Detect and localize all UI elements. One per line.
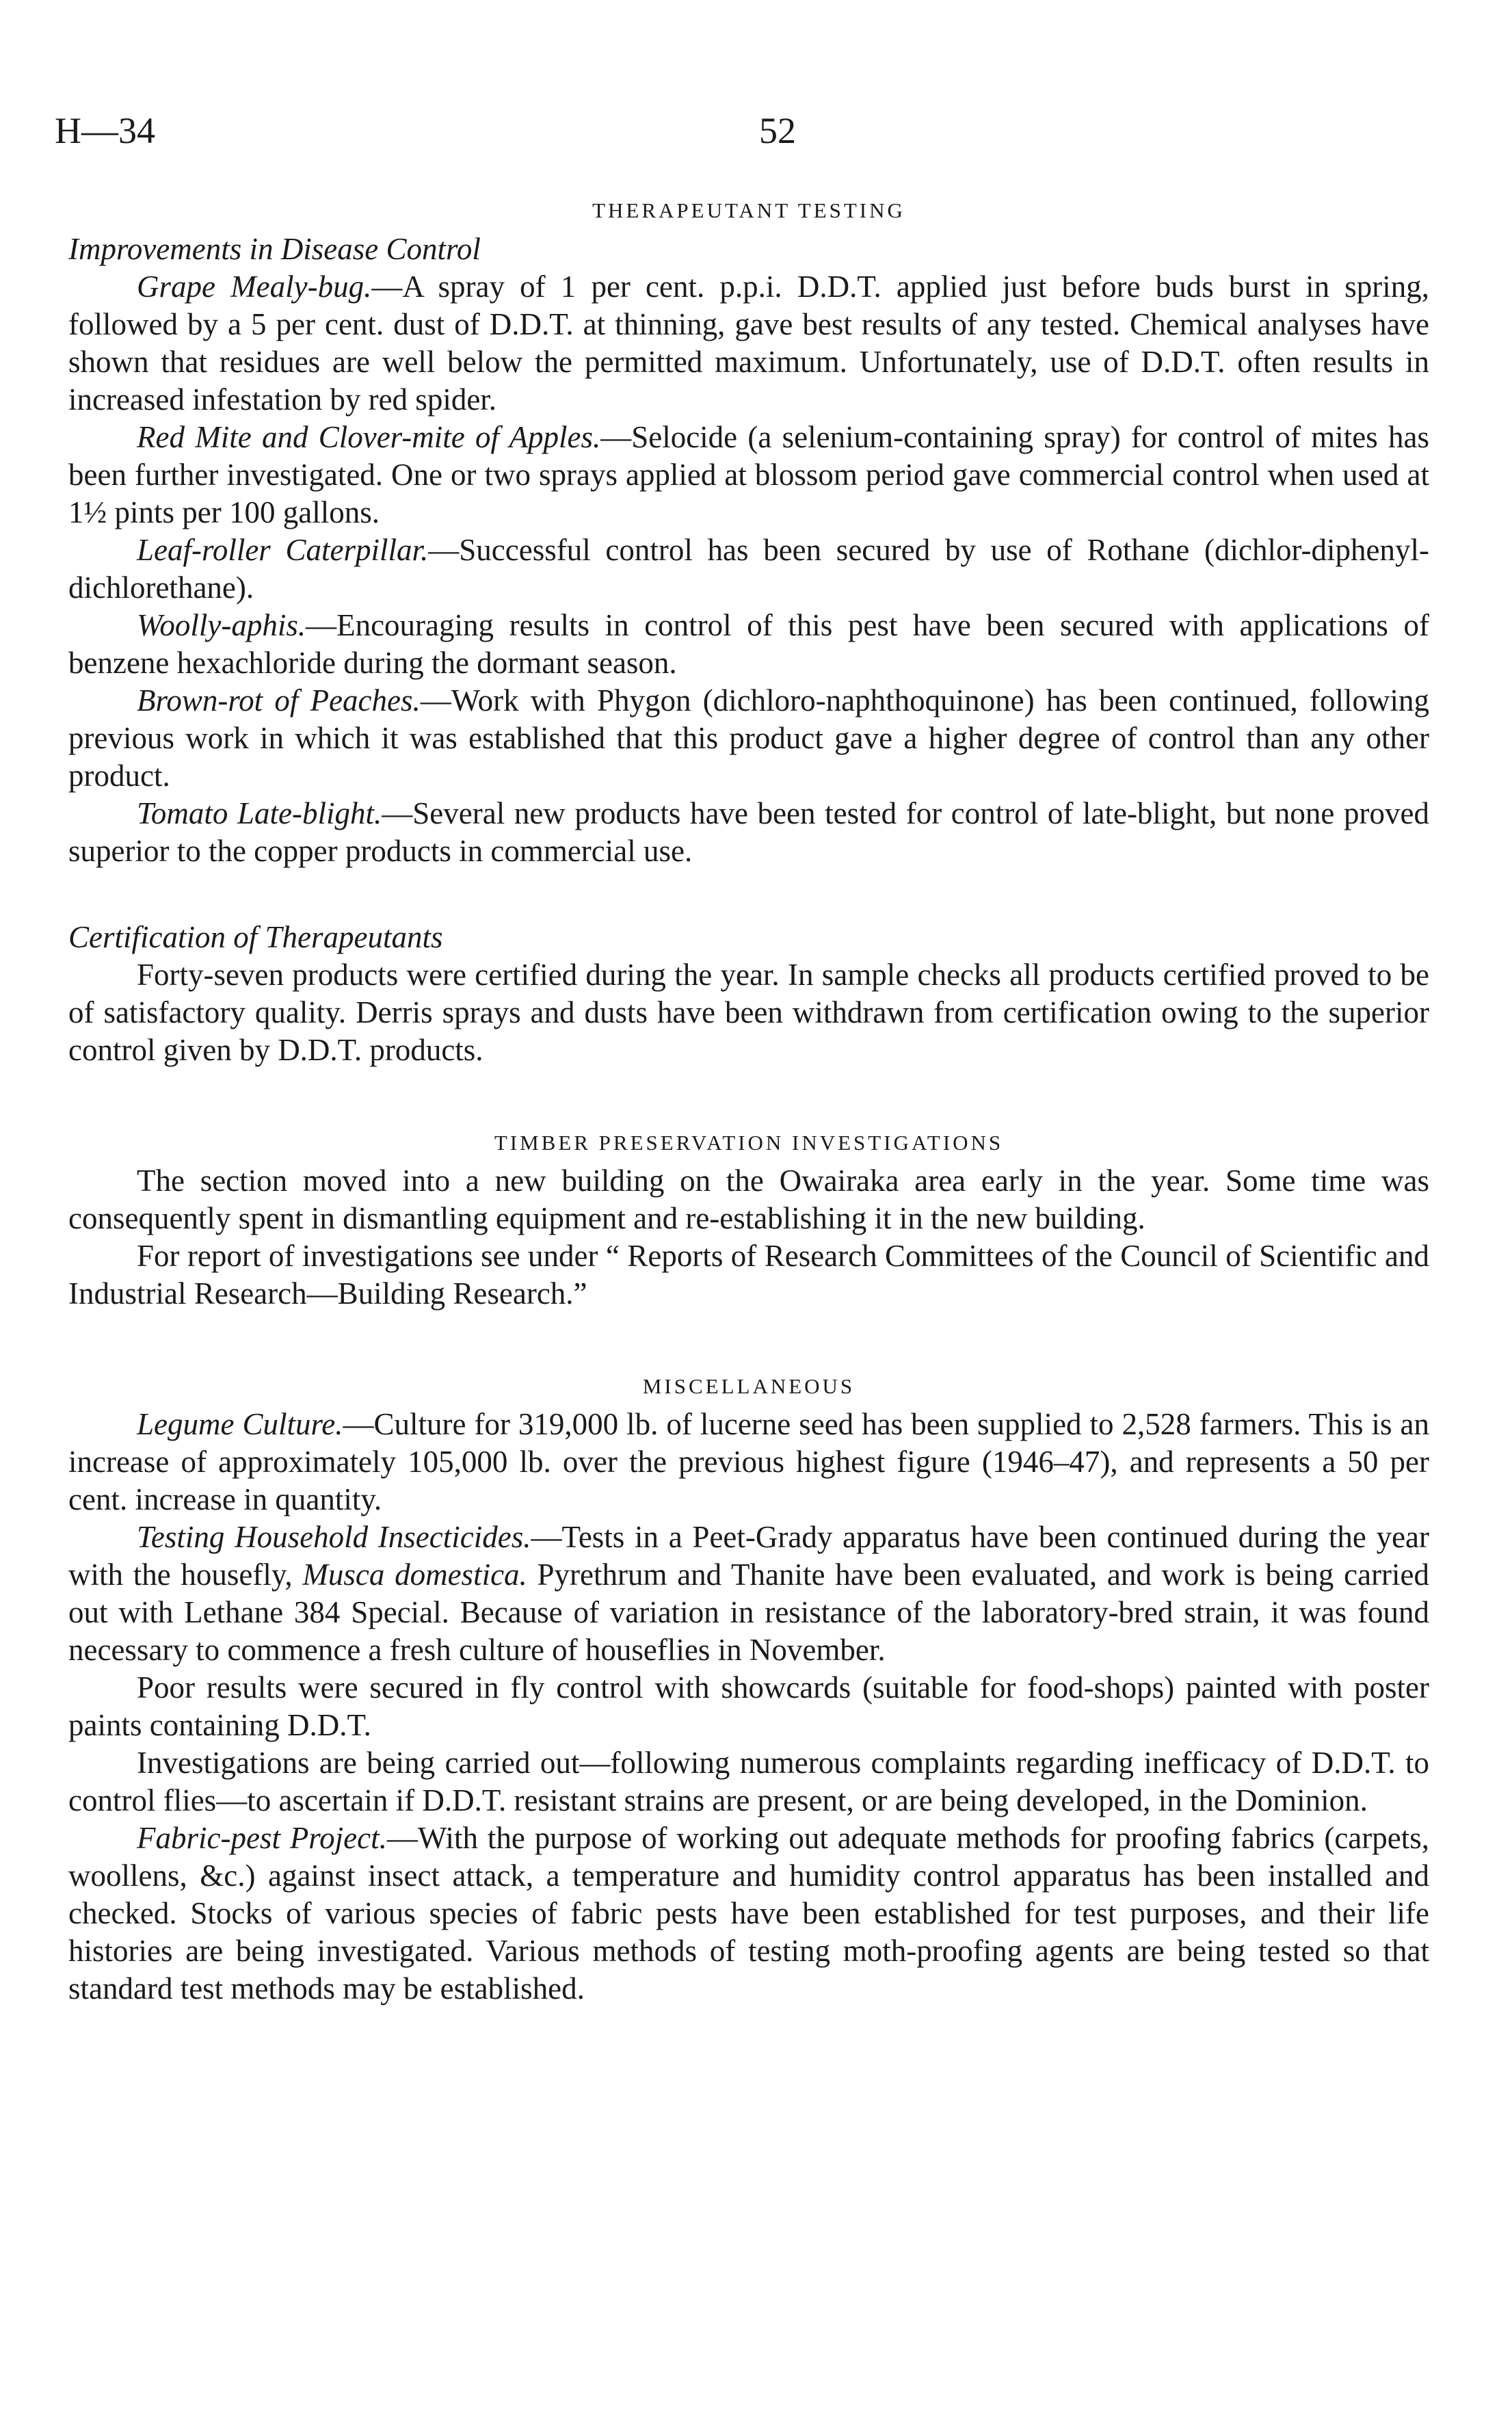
subheading-certification: Certification of Therapeutants — [68, 920, 443, 954]
paragraph-timber-report: For report of investigations see under “ Reports of Research Committees of the Council of Scientific and Industrial Research—Building Research.” — [68, 1239, 1429, 1311]
section-title: THERAPEUTANT TESTING — [592, 198, 905, 222]
section-title: TIMBER PRESERVATION INVESTIGATIONS — [494, 1131, 1004, 1155]
section-therapeutant-testing — [68, 198, 1429, 1069]
paragraph-text: —Work with Phygon (dichloro-naphthoquinone) has been continued, following previous work in which it was established that this product gave a higher degree of control than any other product. — [68, 683, 1429, 793]
paragraph-woolly-aphis — [68, 607, 1429, 682]
paragraph-text: —Tests in a Peet-Grady apparatus have been continued during the year with the housefly, — [68, 1520, 1430, 1592]
page-number: 52 — [759, 110, 796, 151]
paragraph-text: —Several new products have been tested for control of late-blight, but none proved superior to the copper products in commercial use. — [68, 796, 1429, 868]
page-header — [48, 109, 1463, 164]
document-code: H—34 — [55, 110, 155, 151]
paragraph-grape-mealy-bug — [68, 268, 1429, 419]
subheading-improvements: Improvements in Disease Control — [68, 232, 481, 266]
section-title: MISCELLANEOUS — [642, 1374, 856, 1398]
paragraph-investigations: Investigations are being carried out—following numerous complaints regarding inefficacy of D.D.T. to control flies—to ascertain if D.D.T. resistant strains are present, or are being developed, in the Dominion. — [68, 1746, 1429, 1817]
paragraph-text: —Successful control has been secured by use of Rothane (dichlor-diphenyl-dichlorethane). — [68, 533, 1430, 605]
paragraph-text: —Selocide (a selenium-containing spray) for control of mites has been further investigated. One or two sprays applied at blossom period gave commercial control when used at 1½ pints per 100 gallons. — [68, 420, 1429, 529]
paragraph-lead: Testing Household Insecticides. — [137, 1520, 531, 1554]
section-timber-preservation — [68, 1131, 1429, 1313]
paragraph-household-insecticides — [68, 1519, 1429, 1669]
paragraph-lead: Leaf-roller Caterpillar. — [137, 533, 429, 567]
paragraph-lead: Legume Culture. — [137, 1407, 343, 1441]
paragraph-brown-rot — [68, 682, 1429, 795]
paragraph-lead: Woolly-aphis. — [137, 608, 306, 642]
paragraph-text: Pyrethrum and Thanite have been evaluated, and work is being carried out with Lethane 384 Special. Because of variation in resistance of the laboratory-bred strain, it was found necessary to commence a fresh culture of houseflies in November. — [68, 1558, 1430, 1667]
paragraph-certification: Forty-seven products were certified during the year. In sample checks all products certified proved to be of satisfactory quality. Derris sprays and dusts have been withdrawn from certification owing to the superior control given by D.D.T. products. — [68, 958, 1429, 1067]
paragraph-poor-results: Poor results were secured in fly control with showcards (suitable for food-shops) painted with poster paints containing D.D.T. — [68, 1670, 1429, 1742]
paragraph-text: —A spray of 1 per cent. p.p.i. D.D.T. applied just before buds burst in spring, followed by a 5 per cent. dust of D.D.T. at thinning, gave best results of any tested. Chemical analyses have shown that residues are well below the permitted maximum. Unfortunately, use of D.D.T. often results in increased infestation by red spider. — [68, 270, 1429, 417]
paragraph-lead: Brown-rot of Peaches. — [137, 683, 421, 718]
paragraph-text: —Encouraging results in control of this pest have been secured with applications of benzene hexachloride during the dormant season. — [68, 608, 1429, 680]
paragraph-fabric-pest — [68, 1819, 1429, 2008]
section-miscellaneous — [68, 1374, 1429, 2008]
page-content — [68, 198, 1429, 2008]
paragraph-tomato-late-blight — [68, 795, 1429, 870]
paragraph-leaf-roller — [68, 531, 1429, 607]
paragraph-text: —Culture for 319,000 lb. of lucerne seed has been supplied to 2,528 farmers. This is an increase of approximately 105,000 lb. over the previous highest figure (1946–47), and represents a 50 per cent. increase in quantity. — [68, 1407, 1429, 1516]
species-name: Musca domestica. — [302, 1558, 527, 1592]
paragraph-legume-culture — [68, 1406, 1429, 1519]
paragraph-lead: Red Mite and Clover-mite of Apples. — [137, 420, 601, 454]
paragraph-lead: Tomato Late-blight. — [137, 796, 382, 830]
paragraph-text: —With the purpose of working out adequate methods for proofing fabrics (carpets, woollens, &c.) against insect attack, a temperature and humidity control apparatus has been installed and checked. Stocks of various species of fabric pests have been established for test purposes, and their life histories are being investigated. Various methods of testing moth-proofing agents are being tested so that standard test methods may be established. — [68, 1821, 1429, 2006]
paragraph-lead: Fabric-pest Project. — [137, 1821, 387, 1855]
paragraph-lead: Grape Mealy-bug. — [137, 270, 372, 304]
paragraph-red-mite — [68, 419, 1429, 531]
paragraph-timber-building: The section moved into a new building on the Owairaka area early in the year. Some time was consequently spent in dismantling equipment and re-establishing it in the new building. — [68, 1164, 1429, 1235]
